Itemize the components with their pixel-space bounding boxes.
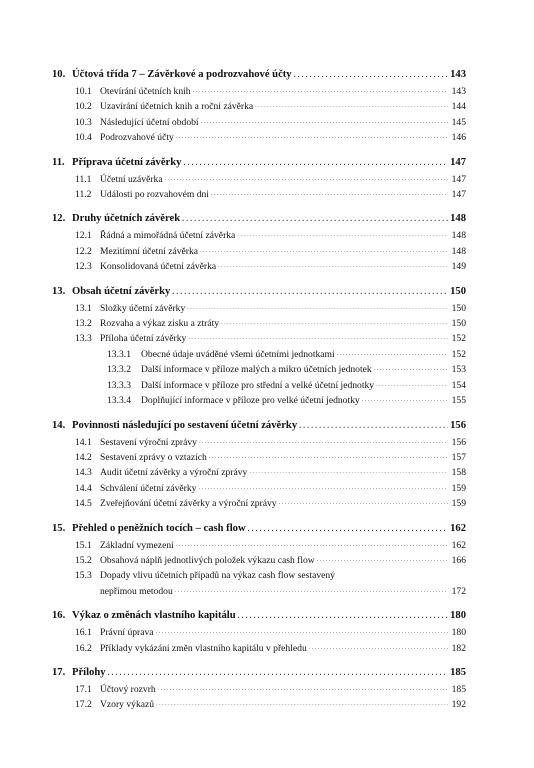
dot-leader: [176, 129, 448, 144]
section-entry: [52, 114, 466, 129]
entry-number: 13.3.2: [107, 364, 131, 376]
page-number: 159: [451, 482, 466, 494]
page-number: 185: [450, 666, 466, 678]
entry-number: 17.: [52, 666, 66, 678]
entry-number: 14.4: [75, 482, 92, 494]
entry-title: Audit účetní závěrky a výroční zprávy: [100, 467, 248, 479]
dot-leader: [317, 552, 448, 567]
entry-title: nepřímou metodou: [100, 585, 173, 597]
section-entry: [52, 129, 466, 144]
dot-leader: [294, 68, 448, 82]
page-number: 147: [450, 156, 466, 168]
section-entry: [52, 624, 466, 639]
entry-title: Přílohy: [72, 666, 106, 678]
dot-leader: [182, 212, 448, 226]
entry-number: 15.3: [75, 570, 92, 582]
dot-leader: [209, 449, 448, 464]
entry-title: Doplňující informace v příloze pro velké účetní jednotky: [141, 395, 360, 407]
entry-number: 11.: [52, 156, 65, 168]
entry-number: 16.: [52, 610, 66, 622]
section-entry: [52, 552, 466, 567]
section-entry: [52, 464, 466, 479]
dot-leader: [362, 392, 448, 407]
dot-leader: [199, 434, 448, 449]
page-number: 148: [451, 245, 466, 257]
section-entry: [52, 495, 466, 510]
section-entry: [52, 243, 466, 258]
page-number: 145: [451, 116, 466, 128]
entry-title: Zveřejňování účetní závěrky a výroční zprávy: [100, 498, 277, 510]
entry-title: Výkaz o změnách vlastního kapitálu: [72, 610, 236, 622]
section-entry: [52, 330, 466, 345]
dot-leader: [337, 346, 448, 361]
page-number: 156: [451, 436, 466, 448]
page-number: 172: [451, 585, 466, 597]
entry-number: 13.3: [75, 333, 92, 345]
page-number: 155: [451, 395, 466, 407]
page-number: 149: [451, 261, 466, 273]
entry-title: Dopady vlivu účetních případů na výkaz cash flow sestavený: [100, 570, 335, 582]
entry-title: Obsah účetní závěrky: [72, 285, 171, 297]
entry-title: Podrozvahové účty: [100, 132, 174, 144]
entry-title: Povinnosti následující po sestavení účetní závěrky: [72, 419, 298, 431]
entry-title: Příloha účetní závěrky: [100, 333, 187, 345]
chapter-heading: [52, 285, 466, 299]
section-entry: [52, 83, 466, 98]
chapter-block: [52, 666, 466, 712]
dot-leader: [249, 464, 448, 479]
entry-number: 15.1: [75, 539, 92, 551]
page-number: 148: [451, 230, 466, 242]
entry-number: 11.2: [75, 189, 92, 201]
entry-number: 10.1: [75, 86, 92, 97]
entry-title: Konsolidovaná účetní závěrka: [100, 261, 217, 273]
page-number: 146: [451, 132, 466, 144]
dot-leader: [172, 285, 448, 299]
entry-title: Další informace v příloze pro střední a velké účetní jednotky: [141, 379, 375, 391]
page-number: 166: [451, 554, 466, 566]
page-number: 192: [451, 699, 466, 711]
entry-title: Sestavení zprávy o vztazích: [100, 451, 207, 463]
entry-number: 10.3: [75, 116, 92, 128]
entry-title: Účetní uzávěrka: [100, 173, 163, 185]
page-number: 162: [451, 539, 466, 551]
dot-leader: [299, 419, 448, 433]
entry-title: Příprava účetní závěrky: [72, 156, 182, 168]
page-number: 153: [451, 364, 466, 376]
chapter-heading: [52, 419, 466, 433]
section-entry: [52, 449, 466, 464]
entry-number: 12.3: [75, 261, 92, 273]
section-entry: [52, 258, 466, 273]
dot-leader: [187, 300, 448, 315]
entry-number: 12.: [52, 213, 66, 225]
page-number: 156: [450, 419, 466, 431]
dot-leader: [176, 537, 448, 552]
dot-leader: [309, 640, 448, 655]
page-number: 150: [450, 285, 466, 297]
entry-number: 13.3.4: [107, 395, 131, 407]
entry-title: Následující účetní období: [100, 116, 199, 128]
chapter-block: [52, 522, 466, 599]
subsection-entry: [52, 361, 466, 376]
entry-title: Přehled o peněžních tocích – cash flow: [72, 522, 246, 534]
entry-number: 13.2: [75, 318, 92, 330]
dot-leader: [108, 666, 448, 680]
subsection-entry: [52, 392, 466, 407]
chapter-heading: [52, 609, 466, 623]
dot-leader: [200, 243, 448, 258]
dot-leader: [156, 624, 448, 639]
entry-number: 14.5: [75, 498, 92, 510]
chapter-block: [52, 419, 466, 511]
page-number: 185: [451, 683, 466, 695]
section-entry: [52, 537, 466, 552]
entry-number: 13.3.1: [107, 348, 131, 360]
dot-leader: [156, 696, 448, 711]
chapter-heading: [52, 522, 466, 536]
chapter-block: [52, 212, 466, 273]
entry-title: Účtová třída 7 – Závěrkové a podrozvahové účty: [72, 69, 292, 80]
page-number: 154: [451, 379, 466, 391]
dot-leader: [376, 377, 448, 392]
subsection-entry: [52, 377, 466, 392]
dot-leader: [218, 258, 448, 273]
entry-number: 14.1: [75, 436, 92, 448]
dot-leader: [198, 480, 448, 495]
page-number: 162: [450, 522, 466, 534]
dot-leader: [158, 681, 448, 696]
dot-leader: [193, 83, 448, 98]
chapter-heading: [52, 68, 466, 82]
entry-number: 17.2: [75, 699, 92, 711]
page-number: 180: [451, 627, 466, 639]
section-entry: [52, 186, 466, 201]
entry-number: 17.1: [75, 683, 92, 695]
dot-leader: [279, 495, 448, 510]
section-entry: [52, 98, 466, 113]
section-entry-continuation: [52, 583, 466, 598]
subsection-entry: [52, 346, 466, 361]
dot-leader: [175, 583, 448, 598]
entry-title: Rozvaha a výkaz zisku a ztráty: [100, 318, 220, 330]
entry-title: Události po rozvahovém dni: [100, 189, 209, 201]
entry-number: 16.1: [75, 627, 92, 639]
dot-leader: [255, 98, 448, 113]
page-number: 159: [451, 498, 466, 510]
page-number: 152: [451, 348, 466, 360]
page-number: 147: [451, 173, 466, 185]
dot-leader: [165, 171, 448, 186]
entry-title: Obecné údaje uváděné všemi účetními jednotkami: [141, 348, 335, 360]
page-number: 144: [451, 101, 466, 113]
entry-title: Druhy účetních závěrek: [72, 213, 181, 225]
entry-title: Vzory výkazů: [100, 699, 155, 711]
chapter-heading: [52, 156, 466, 170]
section-entry: [52, 300, 466, 315]
chapter-heading: [52, 666, 466, 680]
section-entry: [52, 640, 466, 655]
section-entry: [52, 227, 466, 242]
entry-title: Obsahová náplň jednotlivých položek výkazu cash flow: [100, 554, 315, 566]
section-entry: [52, 315, 466, 330]
entry-title: Otevírání účetních knih: [100, 86, 191, 97]
entry-title: Řádná a mimořádná účetní závěrka: [100, 230, 236, 242]
dot-leader: [238, 609, 448, 623]
entry-number: 12.1: [75, 230, 92, 242]
section-entry: [52, 480, 466, 495]
page-number: 148: [450, 213, 466, 225]
page-number: 180: [450, 610, 466, 622]
entry-number: 11.1: [75, 173, 92, 185]
page-number: 150: [451, 318, 466, 330]
entry-title: Příklady vykázání změn vlastního kapitálu v přehledu: [100, 642, 307, 654]
entry-title: Sestavení výroční zprávy: [100, 436, 197, 448]
page-number: 157: [451, 451, 466, 463]
entry-number: 13.: [52, 285, 66, 297]
chapter-block: [52, 285, 466, 408]
section-entry: [52, 696, 466, 711]
page-number: 150: [451, 302, 466, 314]
entry-number: 12.2: [75, 245, 92, 257]
entry-number: 14.2: [75, 451, 92, 463]
page-number: 158: [451, 467, 466, 479]
entry-number: 10.2: [75, 101, 92, 113]
entry-title: Složky účetní závěrky: [100, 302, 186, 314]
entry-title: Mezitímní účetní závěrka: [100, 245, 199, 257]
entry-number: 16.2: [75, 642, 92, 654]
page-number: 143: [450, 69, 466, 80]
dot-leader: [183, 156, 448, 170]
dot-leader: [188, 330, 448, 345]
page-number: 152: [451, 333, 466, 345]
section-entry: [52, 171, 466, 186]
entry-title: Právní úprava: [100, 627, 154, 639]
page-number: 182: [451, 642, 466, 654]
section-entry: [52, 567, 466, 582]
dot-leader: [221, 315, 448, 330]
chapter-block: [52, 609, 466, 655]
dot-leader: [248, 522, 448, 536]
entry-number: 13.3.3: [107, 379, 131, 391]
chapter-heading: [52, 212, 466, 226]
entry-title: Další informace v příloze malých a mikro účetních jednotek: [141, 364, 372, 376]
entry-title: Základní vymezení: [100, 539, 174, 551]
table-of-contents: [52, 68, 466, 723]
entry-number: 15.2: [75, 554, 92, 566]
dot-leader: [374, 361, 448, 376]
page-number: 143: [451, 86, 466, 97]
entry-number: 10.: [52, 69, 66, 80]
entry-number: 14.3: [75, 467, 92, 479]
chapter-block: [52, 156, 466, 202]
dot-leader: [237, 227, 448, 242]
section-entry: [52, 681, 466, 696]
chapter-block: [52, 68, 466, 145]
entry-title: Účtový rozvrh: [100, 683, 156, 695]
page-number: 147: [451, 189, 466, 201]
entry-number: 14.: [52, 419, 66, 431]
entry-title: Schválení účetní závěrky: [100, 482, 197, 494]
entry-number: 10.4: [75, 132, 92, 144]
entry-number: 15.: [52, 522, 66, 534]
entry-number: 13.1: [75, 302, 92, 314]
entry-title: Uzavírání účetních knih a roční závěrka: [100, 101, 254, 113]
section-entry: [52, 434, 466, 449]
dot-leader: [201, 114, 448, 129]
dot-leader: [211, 186, 448, 201]
